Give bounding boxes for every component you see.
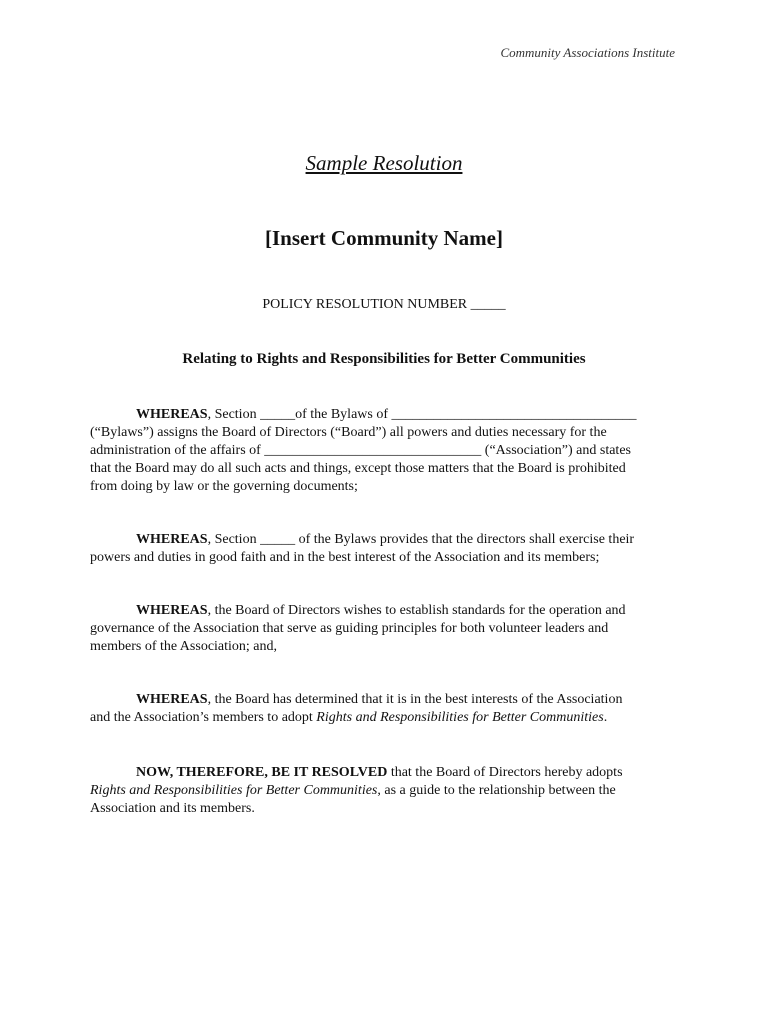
paragraph-line [90,602,682,620]
paragraph-text: . [603,710,608,725]
paragraph-line: (“Bylaws”) assigns the Board of Directors (“Board”) all powers and duties necessary for the [90,425,607,440]
paragraph-text: , Section _____ of the Bylaws provides that the directors shall exercise their [207,532,635,547]
publication-title: Rights and Responsibilities for Better Communities [316,710,604,725]
whereas-paragraph-1 [90,406,682,496]
resolution-number: POLICY RESOLUTION NUMBER _____ [262,297,506,312]
whereas-label: WHEREAS [136,603,208,618]
whereas-paragraph-4 [90,691,682,727]
paragraph-text: , the Board has determined that it is in the best interests of the Association [207,692,623,707]
paragraph-text: that the Board of Directors hereby adopts [387,765,623,780]
paragraph-text: and the Association’s members to adopt [90,710,317,725]
organization-header: Community Associations Institute [500,45,675,60]
paragraph-line: administration of the affairs of _______________________________ (“Association”) and states [90,443,631,458]
paragraph-line: powers and duties in good faith and in the best interest of the Association and its members; [90,550,600,565]
paragraph-line: Association and its members. [90,801,255,816]
paragraph-text: , Section _____of the Bylaws of ___________________________________ [207,407,637,422]
paragraph-line [90,764,682,782]
community-name: [Insert Community Name] [265,226,503,250]
paragraph-text: , as a guide to the relationship between the [377,783,616,798]
whereas-paragraph-3 [90,602,682,656]
paragraph-line [90,406,682,424]
paragraph-line [90,531,682,549]
whereas-label: WHEREAS [136,407,208,422]
paragraph-line: governance of the Association that serve as guiding principles for both volunteer leaders and [90,621,609,636]
document-title: Sample Resolution [305,151,463,175]
resolved-label: NOW, THEREFORE, BE IT RESOLVED [136,765,388,780]
whereas-label: WHEREAS [136,692,208,707]
resolution-heading: Relating to Rights and Responsibilities for Better Communities [182,351,586,367]
whereas-paragraph-2 [90,531,682,567]
paragraph-line [90,709,682,727]
whereas-label: WHEREAS [136,532,208,547]
paragraph-line: members of the Association; and, [90,639,278,654]
paragraph-line [90,782,682,800]
paragraph-line: from doing by law or the governing documents; [90,479,358,494]
paragraph-text: , the Board of Directors wishes to establish standards for the operation and [207,603,626,618]
paragraph-line [90,691,682,709]
resolved-paragraph [90,764,682,818]
publication-title: Rights and Responsibilities for Better Communities [90,783,378,798]
paragraph-line: that the Board may do all such acts and things, except those matters that the Board is prohibited [90,461,626,476]
